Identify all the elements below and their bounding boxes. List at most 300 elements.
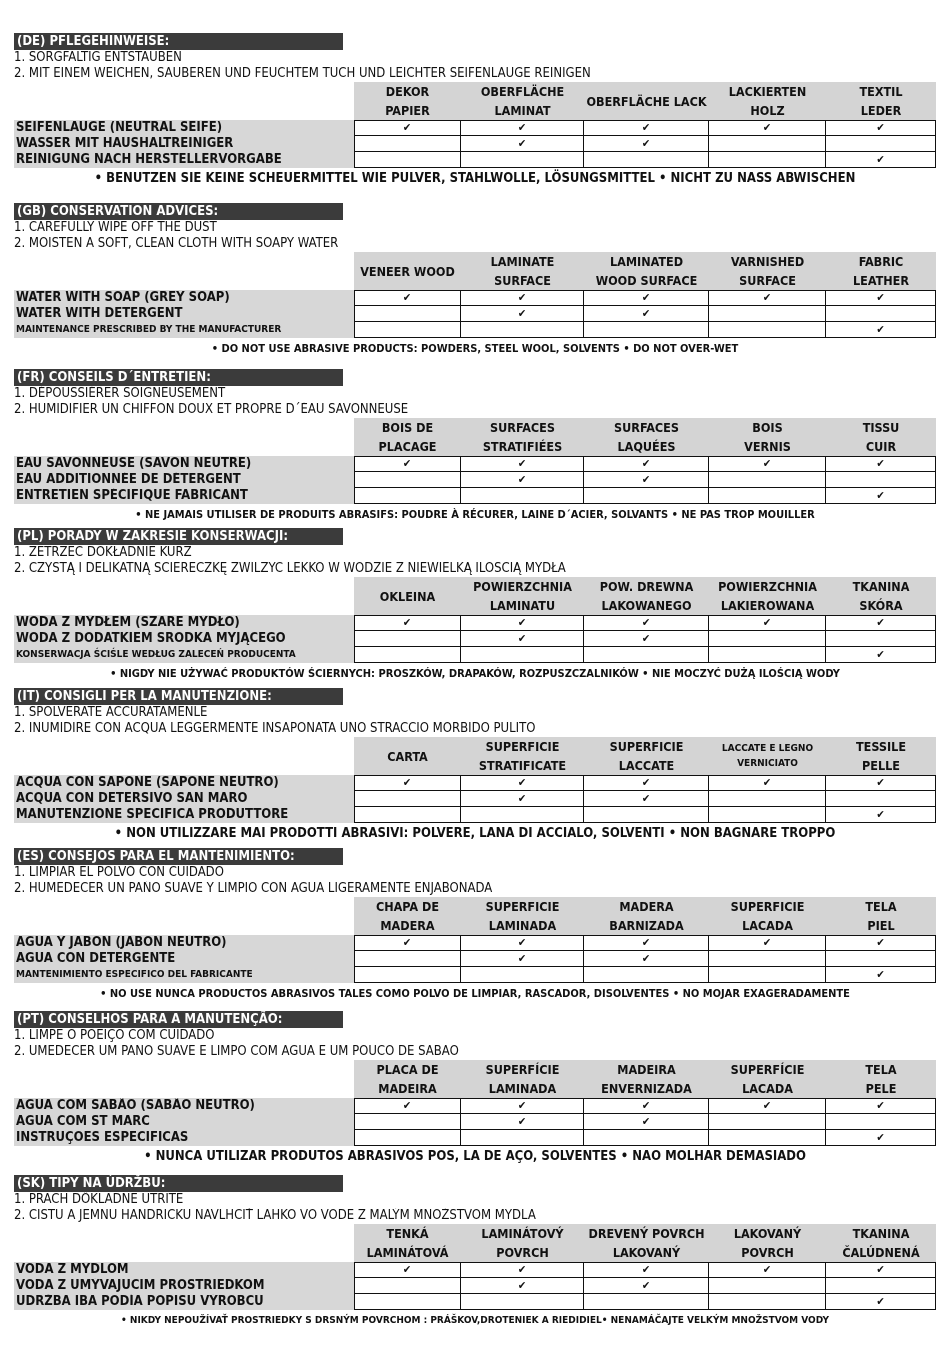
checkmark-icon: ✔ — [584, 1262, 709, 1278]
cleaning-method-label: AGUA CON DETERGENTE — [16, 951, 176, 966]
empty-cell — [709, 1130, 826, 1146]
empty-cell — [354, 1114, 461, 1130]
column-label-line: WOOD SURFACE — [595, 273, 698, 288]
instruction-step: 2. UMEDECER UM PANO SUAVE E LIMPO COM AGUA E UM POUCO DE SABAO — [14, 1044, 459, 1059]
column-label-line: FABRIC — [858, 254, 904, 269]
empty-cell — [461, 152, 584, 168]
instruction-step: 1. LIMPIAR EL POLVO CON CUIDADO — [14, 865, 224, 880]
column-label-line: BOIS DE — [381, 420, 434, 435]
checkmark-icon: ✔ — [584, 935, 709, 951]
checkmark-icon: ✔ — [461, 456, 584, 472]
column-label-line: DEKOR — [385, 84, 430, 99]
cleaning-method-label: AGUA COM ST MARC — [16, 1114, 150, 1129]
surface-column-label — [354, 252, 461, 290]
care-section — [14, 1011, 936, 1167]
column-label-line: TKANINA — [852, 1226, 910, 1241]
checkmark-icon: ✔ — [709, 120, 826, 136]
empty-cell — [709, 807, 826, 823]
care-section — [14, 688, 936, 844]
empty-cell — [826, 136, 936, 152]
empty-cell — [709, 1294, 826, 1310]
cleaning-method-table — [14, 120, 936, 168]
checkmark-icon: ✔ — [584, 615, 709, 631]
section-header: (PL) PORADY W ZAKRESIE KONSERWACJI: — [14, 528, 343, 545]
surface-column-label — [354, 1060, 461, 1098]
cleaning-method-label: WODA Z MYDŁEM (SZARE MYDŁO) — [16, 615, 240, 630]
empty-cell — [709, 472, 826, 488]
instruction-step: 2. INUMIDIRE CON ACQUA LEGGERMENTE INSAPONATA UNO STRACCIO MORBIDO PULITO — [14, 721, 536, 736]
surface-column-label — [584, 897, 709, 935]
checkmark-icon: ✔ — [584, 631, 709, 647]
cleaning-method-label: SEIFENLAUGE (NEUTRAL SEIFE) — [16, 120, 223, 135]
check-grid — [354, 120, 936, 168]
column-label-line: LAMINÁTOVÝ — [481, 1226, 564, 1241]
empty-cell — [354, 1278, 461, 1294]
section-header: (FR) CONSEILS D´ENTRETIEN: — [14, 369, 343, 386]
empty-cell — [584, 967, 709, 983]
empty-cell — [584, 807, 709, 823]
checkmark-icon: ✔ — [584, 775, 709, 791]
column-label-line: POWIERZCHNIA — [473, 579, 572, 594]
checkmark-icon: ✔ — [826, 1294, 936, 1310]
column-label-line: MADEIRA — [617, 1062, 676, 1077]
section-header: (DE) PFLEGEHINWEISE: — [14, 33, 343, 50]
empty-cell — [709, 136, 826, 152]
column-label-line: HOLZ — [750, 103, 785, 118]
checkmark-icon: ✔ — [461, 951, 584, 967]
section-header: (GB) CONSERVATION ADVICES: — [14, 203, 343, 220]
checkmark-icon: ✔ — [826, 615, 936, 631]
check-grid — [354, 1262, 936, 1310]
surface-column-header — [14, 897, 936, 935]
empty-cell — [354, 472, 461, 488]
instruction-step: 2. HUMIDIFIER UN CHIFFON DOUX ET PROPRE D´ÉAU SAVONNEUSE — [14, 402, 409, 417]
warning-notes: • NO USE NUNCA PRODUCTOS ABRASIVOS TALES COMO POLVO DE LIMPIAR, RASCADOR, DISOLVENTES • NO MOJAR EXAGERADAMENTE — [100, 987, 850, 1000]
surface-column-label — [461, 1060, 584, 1098]
checkmark-icon: ✔ — [584, 456, 709, 472]
checkmark-icon: ✔ — [709, 775, 826, 791]
surface-column-label — [826, 897, 936, 935]
warning-notes: • NON UTILIZZARE MAI PRODOTTI ABRASIVI: POLVERE, LANA DI ACCIALO, SOLVENTI • NON BAGNARE TROPPO — [114, 826, 836, 841]
cleaning-method-label: ACQUA CON SAPONE (SAPONE NEUTRO) — [16, 775, 279, 790]
empty-cell — [354, 306, 461, 322]
empty-cell — [826, 1114, 936, 1130]
surface-column-header — [14, 1060, 936, 1098]
surface-column-label — [826, 418, 936, 456]
checkmark-icon: ✔ — [826, 120, 936, 136]
empty-cell — [584, 647, 709, 663]
surface-column-label — [354, 897, 461, 935]
empty-cell — [354, 1294, 461, 1310]
empty-cell — [584, 322, 709, 338]
empty-cell — [461, 488, 584, 504]
checkmark-icon: ✔ — [354, 775, 461, 791]
column-label-line: POW. DREWNA — [599, 579, 694, 594]
empty-cell — [354, 136, 461, 152]
column-label-line: POVRCH — [496, 1245, 549, 1260]
column-label-line: LAMINATED — [609, 254, 684, 269]
column-label-line: SUPERFÍCIE — [730, 1062, 805, 1077]
column-label-line: DREVENÝ POVRCH — [588, 1226, 705, 1241]
cleaning-method-table — [14, 935, 936, 983]
instruction-step: 1. PRACH DŐKLADNE UTRITE — [14, 1192, 184, 1207]
cleaning-method-table — [14, 615, 936, 663]
checkmark-icon: ✔ — [584, 120, 709, 136]
checkmark-icon: ✔ — [584, 136, 709, 152]
surface-column-label — [461, 252, 584, 290]
checkmark-icon: ✔ — [354, 1262, 461, 1278]
checkmark-icon: ✔ — [461, 290, 584, 306]
column-label-line: LAQUÉES — [617, 439, 676, 454]
column-label-line: LEDER — [860, 103, 902, 118]
surface-column-label — [354, 1224, 461, 1262]
column-label-line: MADERA — [380, 918, 435, 933]
column-label-line: OBERFLÄCHE — [480, 84, 565, 99]
checkmark-icon: ✔ — [354, 1098, 461, 1114]
cleaning-method-label: REINIGUNG NACH HERSTELLERVORGABE — [16, 152, 282, 167]
column-label-line: LAMINATE — [490, 254, 555, 269]
column-label-line: LACADA — [742, 1081, 793, 1096]
column-label-line: TISSU — [862, 420, 900, 435]
cleaning-method-table — [14, 456, 936, 504]
surface-column-label — [709, 1224, 826, 1262]
column-label-line: OKLEINA — [379, 588, 436, 604]
section-header: (ES) CONSEJOS PARA EL MANTENIMIENTO: — [14, 848, 343, 865]
empty-cell — [826, 472, 936, 488]
checkmark-icon: ✔ — [584, 791, 709, 807]
column-label-line: LAMINÁTOVÁ — [366, 1245, 449, 1260]
cleaning-method-label: VODA Z MYDLOM — [16, 1262, 129, 1277]
instruction-step: 2. MOISTEN A SOFT, CLEAN CLOTH WITH SOAPY WATER — [14, 236, 339, 251]
surface-column-label — [584, 1224, 709, 1262]
checkmark-icon: ✔ — [461, 935, 584, 951]
section-header: (SK) TIPY NA ÚDRŽBU: — [14, 1175, 343, 1192]
column-label-line: TENKÁ — [386, 1226, 429, 1241]
instruction-step: 1. DÉPOUSSIÉRER SOIGNEUSEMENT — [14, 386, 226, 401]
surface-column-label — [584, 1060, 709, 1098]
empty-cell — [709, 306, 826, 322]
instruction-step: 2. ČISTU A JEMNU HANDRIČKU NAVLHČIŤ LAHKO VO VODE Z MALÝM MNOŽSTVOM MYDLA — [14, 1208, 536, 1223]
column-label-line: POWIERZCHNIA — [718, 579, 817, 594]
instruction-step: 1. ZETRZEĆ DOKŁADNIE KURZ — [14, 545, 192, 560]
empty-cell — [584, 1294, 709, 1310]
surface-column-label — [354, 418, 461, 456]
instruction-step: 1. SORGFÄLTIG ENTSTAUBEN — [14, 50, 182, 65]
check-grid — [354, 290, 936, 338]
column-label-line: SUPERFICIE — [609, 739, 684, 754]
surface-column-label — [709, 252, 826, 290]
surface-column-label — [584, 418, 709, 456]
column-label-line: CUIR — [865, 439, 897, 454]
checkmark-icon: ✔ — [354, 120, 461, 136]
surface-column-label — [709, 737, 826, 775]
checkmark-icon: ✔ — [826, 935, 936, 951]
column-label-line: PIEL — [867, 918, 895, 933]
checkmark-icon: ✔ — [709, 1262, 826, 1278]
checkmark-icon: ✔ — [461, 120, 584, 136]
empty-cell — [709, 1114, 826, 1130]
checkmark-icon: ✔ — [709, 1098, 826, 1114]
checkmark-icon: ✔ — [354, 935, 461, 951]
empty-cell — [461, 322, 584, 338]
instruction-step: 2. CZYSTĄ I DELIKATNĄ ŚCIERECZKĘ ZWILŻYĆ LEKKO W WODZIE Z NIEWIELKĄ ILOŚCIĄ MYDŁA — [14, 561, 566, 576]
checkmark-icon: ✔ — [826, 1130, 936, 1146]
empty-cell — [354, 152, 461, 168]
column-label-line: SURFACE — [739, 273, 796, 288]
column-label-line: LAKOVANÝ — [733, 1226, 802, 1241]
column-label-line: SUPERFÍCIE — [485, 1062, 560, 1077]
surface-column-label — [709, 82, 826, 120]
surface-column-label — [354, 577, 461, 615]
empty-cell — [826, 631, 936, 647]
empty-cell — [354, 488, 461, 504]
surface-column-label — [709, 897, 826, 935]
surface-column-header — [14, 737, 936, 775]
check-grid — [354, 775, 936, 823]
checkmark-icon: ✔ — [826, 322, 936, 338]
cleaning-method-label: ACQUA CON DETERSIVO SAN MARO — [16, 791, 248, 806]
surface-column-label — [461, 897, 584, 935]
surface-column-label — [826, 82, 936, 120]
column-label-line: OBERFLÄCHE LACK — [586, 93, 707, 109]
empty-cell — [461, 807, 584, 823]
empty-cell — [354, 951, 461, 967]
empty-cell — [709, 488, 826, 504]
checkmark-icon: ✔ — [826, 290, 936, 306]
column-label-line: TELA — [865, 1062, 897, 1077]
checkmark-icon: ✔ — [461, 775, 584, 791]
checkmark-icon: ✔ — [461, 615, 584, 631]
checkmark-icon: ✔ — [709, 290, 826, 306]
column-label-line: SURFACES — [614, 420, 679, 435]
column-label-line: SURFACES — [490, 420, 555, 435]
surface-column-label — [826, 737, 936, 775]
checkmark-icon: ✔ — [584, 306, 709, 322]
checkmark-icon: ✔ — [584, 1098, 709, 1114]
cleaning-method-label: WASSER MIT HAUSHALTREINIGER — [16, 136, 234, 151]
empty-cell — [584, 152, 709, 168]
column-label-line: LAKOWANEGO — [601, 598, 692, 613]
empty-cell — [354, 967, 461, 983]
empty-cell — [709, 152, 826, 168]
checkmark-icon: ✔ — [354, 290, 461, 306]
column-label-line: STRATIFIÉES — [482, 439, 563, 454]
surface-column-header — [14, 82, 936, 120]
warning-notes: • DO NOT USE ABRASIVE PRODUCTS: POWDERS, STEEL WOOL, SOLVENTS • DO NOT OVER-WET — [211, 342, 739, 355]
cleaning-method-label: UDRŽBA IBA PODÍA POPISU VÝROBCU — [16, 1294, 264, 1309]
surface-column-label — [461, 1224, 584, 1262]
cleaning-method-table — [14, 1098, 936, 1146]
cleaning-method-label: VODA Z UMÝVAJÚCIM PROSTRIEDKOM — [16, 1278, 265, 1293]
column-label-line: LAKIEROWANA — [720, 598, 815, 613]
check-grid — [354, 1098, 936, 1146]
surface-column-label — [709, 1060, 826, 1098]
cleaning-method-label: MANTENIMIENTO ESPECIFICO DEL FABRICANTE — [16, 969, 253, 980]
column-label-line: LAMINAT — [494, 103, 551, 118]
empty-cell — [709, 647, 826, 663]
checkmark-icon: ✔ — [461, 1098, 584, 1114]
checkmark-icon: ✔ — [461, 1262, 584, 1278]
column-label-line: VERNICIATO — [737, 758, 798, 769]
instruction-step: 2. MIT EINEM WEICHEN, SAUBEREN UND FEUCHTEM TUCH UND LEICHTER SEIFENLAUGE REINIGEN — [14, 66, 591, 81]
surface-column-label — [461, 82, 584, 120]
column-label-line: BOIS — [752, 420, 783, 435]
column-label-line: SURFACE — [494, 273, 551, 288]
checkmark-icon: ✔ — [826, 456, 936, 472]
column-label-line: TKANINA — [852, 579, 910, 594]
checkmark-icon: ✔ — [826, 775, 936, 791]
warning-notes: • BENUTZEN SIE KEINE SCHEUERMITTEL WIE PULVER, STAHLWOLLE, LÖSUNGSMITTEL • NICHT ZU NASS ABWISCHEN — [94, 171, 856, 186]
check-grid — [354, 456, 936, 504]
checkmark-icon: ✔ — [584, 290, 709, 306]
checkmark-icon: ✔ — [461, 1114, 584, 1130]
checkmark-icon: ✔ — [584, 1278, 709, 1294]
column-label-line: CHAPA DE — [375, 899, 440, 914]
checkmark-icon: ✔ — [826, 807, 936, 823]
cleaning-method-label: WATER WITH DETERGENT — [16, 306, 183, 321]
section-header: (PT) CONSELHOS PARA A MANUTENÇÃO: — [14, 1011, 343, 1028]
surface-column-header — [14, 418, 936, 456]
empty-cell — [461, 647, 584, 663]
surface-column-label — [584, 252, 709, 290]
cleaning-method-label: WATER WITH SOAP (GREY SOAP) — [16, 290, 230, 305]
cleaning-method-table — [14, 290, 936, 338]
surface-column-label — [461, 418, 584, 456]
warning-notes: • NE JAMAIS UTILISER DE PRODUITS ABRASIFS: POUDRE À RÉCURER, LAINE D´ACIER, SOLVANTS • NE PAS TROP MOUILLER — [135, 508, 815, 521]
empty-cell — [461, 1294, 584, 1310]
cleaning-method-label: EAU ADDITIONNÉE DE DÉTERGENT — [16, 472, 241, 487]
care-section — [14, 203, 936, 359]
surface-column-label — [354, 82, 461, 120]
surface-column-label — [709, 577, 826, 615]
checkmark-icon: ✔ — [461, 306, 584, 322]
instruction-step: 1. CAREFULLY WIPE OFF THE DUST — [14, 220, 217, 235]
care-section — [14, 528, 936, 684]
cleaning-method-label: AGUA COM SABÃO (SABÃO NEUTRO) — [16, 1098, 255, 1113]
checkmark-icon: ✔ — [709, 615, 826, 631]
care-section — [14, 1175, 936, 1331]
column-label-line: VARNISHED — [730, 254, 805, 269]
cleaning-method-label: INSTRUÇÕES ESPECIFICAS — [16, 1130, 189, 1145]
column-label-line: PLACA DE — [376, 1062, 439, 1077]
surface-column-header — [14, 1224, 936, 1262]
surface-column-label — [461, 737, 584, 775]
empty-cell — [354, 1130, 461, 1146]
empty-cell — [709, 631, 826, 647]
checkmark-icon: ✔ — [461, 136, 584, 152]
checkmark-icon: ✔ — [461, 631, 584, 647]
cleaning-method-label: WODA Z DODATKIEM ŚRODKA MYJĄCEGO — [16, 631, 286, 646]
checkmark-icon: ✔ — [826, 647, 936, 663]
column-label-line: PELE — [865, 1081, 897, 1096]
column-label-line: PELLE — [862, 758, 900, 773]
checkmark-icon: ✔ — [709, 456, 826, 472]
checkmark-icon: ✔ — [354, 456, 461, 472]
checkmark-icon: ✔ — [826, 1262, 936, 1278]
checkmark-icon: ✔ — [826, 152, 936, 168]
empty-cell — [354, 631, 461, 647]
column-label-line: LAKOVANÝ — [612, 1245, 681, 1260]
column-label-line: VENEER WOOD — [360, 263, 455, 279]
column-label-line: CARTA — [387, 748, 428, 764]
cleaning-method-label: MANUTENZIONE SPECIFICA PRODUTTORE — [16, 807, 289, 822]
column-label-line: PLACAGE — [378, 439, 437, 454]
empty-cell — [709, 951, 826, 967]
check-grid — [354, 615, 936, 663]
column-label-line: SKÓRA — [859, 598, 903, 613]
column-label-line: STRATIFICATE — [478, 758, 567, 773]
column-label-line: LAMINATU — [489, 598, 556, 613]
surface-column-label — [584, 82, 709, 120]
surface-column-label — [461, 577, 584, 615]
empty-cell — [461, 1130, 584, 1146]
column-label-line: TELA — [865, 899, 897, 914]
cleaning-method-label: MAINTENANCE PRESCRIBED BY THE MANUFACTURER — [16, 324, 282, 335]
care-section — [14, 33, 936, 189]
column-label-line: LACKIERTEN — [728, 84, 807, 99]
column-label-line: LACCATE E LEGNO — [721, 743, 814, 754]
column-label-line: SUPERFICIE — [485, 899, 560, 914]
empty-cell — [354, 791, 461, 807]
column-label-line: LACADA — [742, 918, 793, 933]
checkmark-icon: ✔ — [461, 791, 584, 807]
checkmark-icon: ✔ — [584, 472, 709, 488]
surface-column-header — [14, 577, 936, 615]
care-section — [14, 848, 936, 1004]
column-label-line: SUPERFICIE — [485, 739, 560, 754]
empty-cell — [584, 488, 709, 504]
checkmark-icon: ✔ — [826, 488, 936, 504]
empty-cell — [461, 967, 584, 983]
checkmark-icon: ✔ — [584, 1114, 709, 1130]
column-label-line: MADERA — [619, 899, 674, 914]
cleaning-method-label: AGUA Y JABON (JABON NEUTRO) — [16, 935, 227, 950]
empty-cell — [709, 1278, 826, 1294]
empty-cell — [354, 647, 461, 663]
column-label-line: ENVERNIZADA — [601, 1081, 692, 1096]
column-label-line: LAMINADA — [488, 1081, 557, 1096]
check-grid — [354, 935, 936, 983]
column-label-line: VERNIS — [744, 439, 791, 454]
warning-notes: • NIGDY NIE UŻYWAĆ PRODUKTÓW ŚCIERNYCH: PROSZKÓW, DRAPAKÓW, ROZPUSZCZALNIKÓW • NIE MOCZYĆ DUŻĄ ILOŚCIĄ WODY — [110, 667, 840, 680]
cleaning-method-table — [14, 1262, 936, 1310]
surface-column-label — [584, 577, 709, 615]
checkmark-icon: ✔ — [461, 472, 584, 488]
checkmark-icon: ✔ — [826, 967, 936, 983]
surface-column-header — [14, 252, 936, 290]
cleaning-method-table — [14, 775, 936, 823]
surface-column-label — [354, 737, 461, 775]
column-label-line: LACCATE — [618, 758, 675, 773]
column-label-line: POVRCH — [741, 1245, 794, 1260]
surface-column-label — [709, 418, 826, 456]
checkmark-icon: ✔ — [354, 615, 461, 631]
instruction-step: 2. HUMEDECER UN PAŃO SUAVE Y LIMPIO CON AGUA LIGERAMENTE ENJABONADA — [14, 881, 493, 896]
empty-cell — [826, 951, 936, 967]
column-label-line: TEXTIL — [859, 84, 903, 99]
checkmark-icon: ✔ — [826, 1098, 936, 1114]
empty-cell — [354, 322, 461, 338]
instruction-step: 1. LIMPE O POEIÇO COM CUIDADO — [14, 1028, 215, 1043]
surface-column-label — [826, 1060, 936, 1098]
cleaning-method-label: EAU SAVONNEUSE (SAVON NEUTRE) — [16, 456, 252, 471]
column-label-line: MADEIRA — [378, 1081, 437, 1096]
empty-cell — [354, 807, 461, 823]
empty-cell — [584, 1130, 709, 1146]
checkmark-icon: ✔ — [461, 1278, 584, 1294]
surface-column-label — [584, 737, 709, 775]
warning-notes: • NIKDY NEPOUŽÍVAŤ PROSTRIEDKY S DRSNÝM POVRCHOM : PRÁŠKOV,DROTENIEK A RIEDIDIEL• NENAMÁČAJTE VELKÝM MNOŽSTVOM VODY — [121, 1315, 829, 1326]
